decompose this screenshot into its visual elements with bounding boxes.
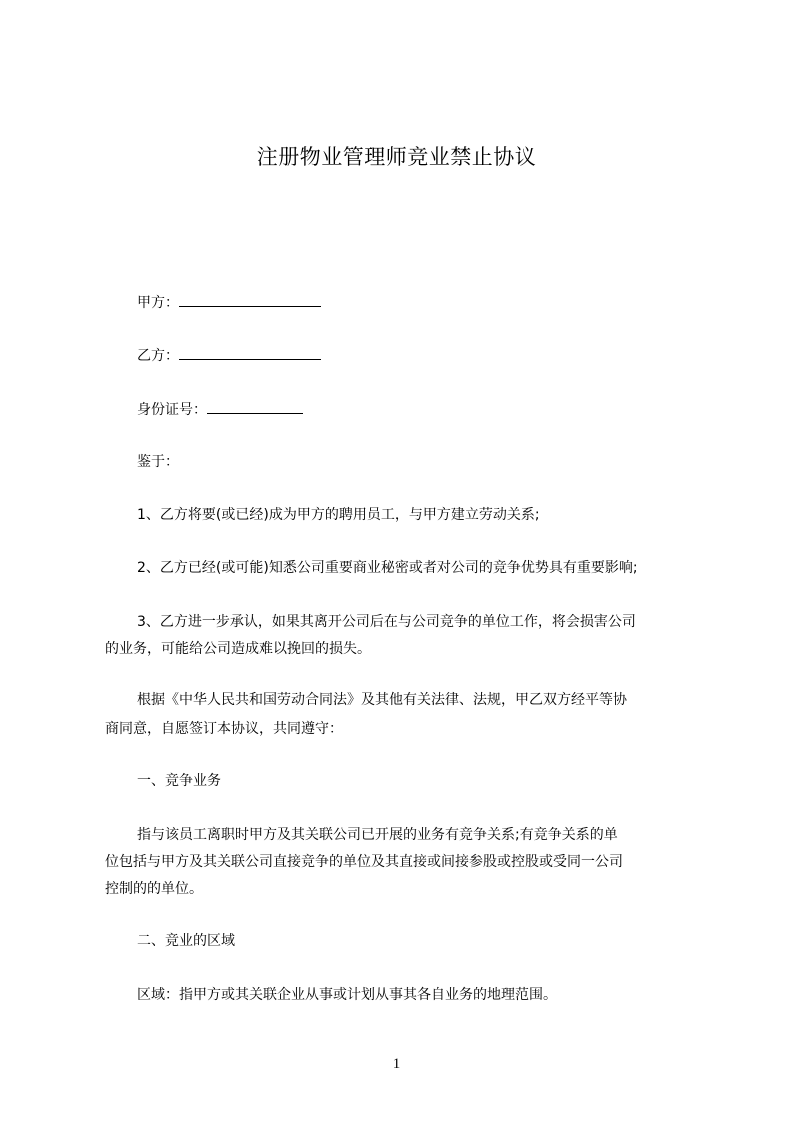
page-number: 1 xyxy=(392,1056,401,1072)
section-1-line-3: 控制的的单位。 xyxy=(105,881,203,897)
party-b-label: 乙方： xyxy=(137,348,179,364)
recital-3-line-1: 3、乙方进一步承认，如果其离开公司后在与公司竞争的单位工作，将会损害公司 xyxy=(137,614,636,630)
document-title: 注册物业管理师竞业禁止协议 xyxy=(256,145,537,169)
party-b-blank xyxy=(179,346,321,360)
recital-2: 2、乙方已经(或可能)知悉公司重要商业秘密或者对公司的竞争优势具有重要影响; xyxy=(137,560,638,576)
section-1-line-2: 位包括与甲方及其关联公司直接竞争的单位及其直接或间接参股或控股或受同一公司 xyxy=(105,854,623,870)
section-1-heading: 一、竞争业务 xyxy=(137,773,221,789)
whereas-label: 鉴于： xyxy=(137,454,179,470)
id-number-line xyxy=(137,400,303,419)
basis-line-2: 商同意，自愿签订本协议，共同遵守： xyxy=(105,721,343,737)
party-a-line xyxy=(137,293,321,312)
section-2-heading: 二、竞业的区域 xyxy=(137,933,235,949)
party-a-blank xyxy=(179,293,321,307)
recital-3-line-2: 的业务，可能给公司造成难以挽回的损失。 xyxy=(105,641,371,657)
section-1-line-1: 指与该员工离职时甲方及其关联公司已开展的业务有竞争关系;有竞争关系的单 xyxy=(137,827,618,843)
recital-1: 1、乙方将要(或已经)成为甲方的聘用员工，与甲方建立劳动关系; xyxy=(137,507,540,523)
id-number-label: 身份证号： xyxy=(137,402,207,418)
party-b-line xyxy=(137,346,321,365)
basis-line-1: 根据《中华人民共和国劳动合同法》及其他有关法律、法规，甲乙双方经平等协 xyxy=(137,692,627,708)
section-2-line-1: 区域：指甲方或其关联企业从事或计划从事其各自业务的地理范围。 xyxy=(137,987,557,1003)
id-number-blank xyxy=(207,400,303,414)
party-a-label: 甲方： xyxy=(137,295,179,311)
